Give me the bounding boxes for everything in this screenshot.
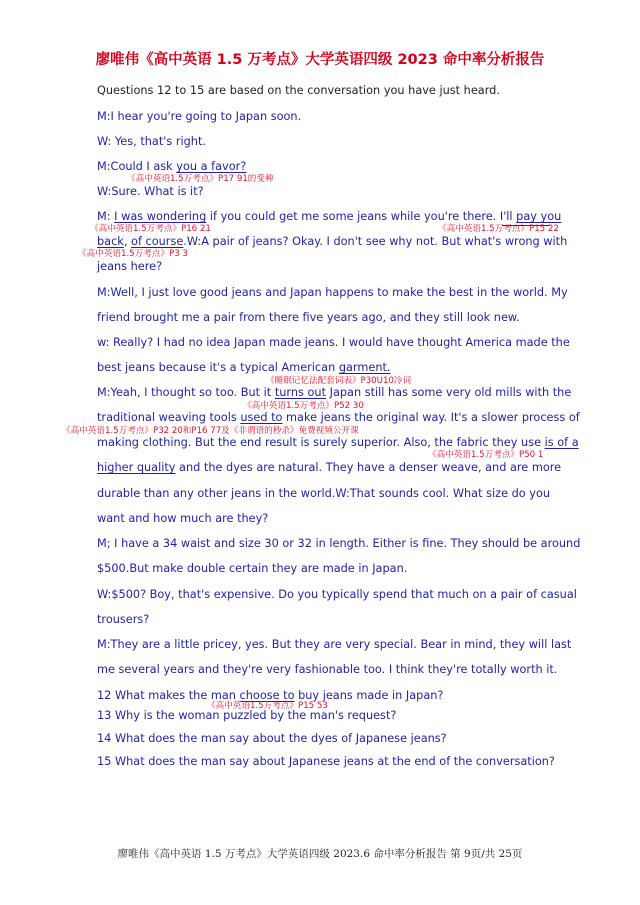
underlined-phrase: used to	[240, 411, 283, 424]
dialogue-line: M: I was wondering if you could get me some jeans while you're there. I'll pay you	[97, 210, 562, 223]
underlined-phrase: choose to	[239, 689, 295, 702]
dialogue-line: making clothing. But the end result is surely superior. Also, the fabric they use is of a	[97, 436, 579, 449]
dialogue-line: M:Could I ask you a favor?	[97, 160, 247, 173]
question-12: 12 What makes the man choose to buy jeans made in Japan?	[97, 689, 444, 702]
question-15: 15 What does the man say about Japanese jeans at the end of the conversation?	[97, 755, 555, 768]
dialogue-line: trousers?	[97, 613, 150, 626]
dialogue-line: M:They are a little pricey, yes. But they are very special. Bear in mind, they will last	[97, 638, 572, 651]
annotation-note: 《高中英语1.5万考点》P17 91的变种	[127, 174, 274, 184]
dialogue-line: durable than any other jeans in the world.W:That sounds cool. What size do you	[97, 487, 551, 500]
underlined-phrase: back	[97, 235, 124, 248]
intro-line: Questions 12 to 15 are based on the conversation you have just heard.	[97, 84, 500, 97]
dialogue-line: M:I hear you're going to Japan soon.	[97, 110, 302, 123]
question-14: 14 What does the man say about the dyes of Japanese jeans?	[97, 732, 447, 745]
dialogue-line: M:Yeah, I thought so too. But it turns out Japan still has some very old mills with the	[97, 386, 572, 399]
page-footer: 廖唯伟《高中英语 1.5 万考点》大学英语四级 2023.6 命中率分析报告 第 9页/共 25页	[117, 848, 523, 860]
annotation-note: 《高中英语1.5万考点》P32 20和P16 77及《非谓语的秒杀》免费视频公开课	[62, 426, 359, 436]
underlined-phrase: is of a	[544, 436, 579, 449]
annotation-note: 《高中英语1.5万考点》P50 1	[428, 450, 544, 460]
dialogue-line: friend brought me a pair from there five years ago, and they still look new.	[97, 311, 520, 324]
underlined-phrase: turns out	[274, 386, 327, 399]
annotation-note: 《睡眠记忆法配套词表》P30U10冷词	[266, 376, 412, 386]
dialogue-line: W:Sure. What is it?	[97, 185, 204, 198]
dialogue-line: M:Well, I just love good jeans and Japan happens to make the best in the world. My	[97, 286, 568, 299]
annotation-note: 《高中英语1.5万考点》P15 22	[438, 224, 559, 234]
dialogue-line: back, of course.W:A pair of jeans? Okay. I don't see why not. But what's wrong with	[97, 235, 568, 248]
underlined-phrase: I was wondering	[114, 210, 207, 223]
page-title: 廖唯伟《高中英语 1.5 万考点》大学英语四级 2023 命中率分析报告	[95, 52, 545, 68]
dialogue-line: W: Yes, that's right.	[97, 135, 206, 148]
dialogue-line: W:$500? Boy, that's expensive. Do you typically spend that much on a pair of casual	[97, 588, 577, 601]
dialogue-line: w: Really? I had no idea Japan made jeans. I would have thought America made the	[97, 336, 570, 349]
underlined-phrase: pay you	[516, 210, 562, 223]
annotation-note: 《高中英语1.5万考点》P52 30	[243, 401, 364, 411]
annotation-note: 《高中英语1.5万考点》P3 3	[78, 249, 188, 259]
dialogue-line: M; I have a 34 waist and size 30 or 32 in length. Either is fine. They should be around	[97, 537, 581, 550]
annotation-note: 《高中英语1.5万考点》P16 21	[90, 224, 211, 234]
underlined-phrase: of course	[131, 235, 184, 248]
underlined-phrase: garment.	[338, 361, 391, 374]
underlined-phrase: higher quality	[97, 461, 176, 474]
dialogue-line: me several years and they're very fashionable too. I think they're totally worth it.	[97, 663, 558, 676]
dialogue-line: $500.But make double certain they are made in Japan.	[97, 562, 408, 575]
dialogue-line: traditional weaving tools used to make jeans the original way. It's a slower process of	[97, 411, 580, 424]
dialogue-line: jeans here?	[97, 260, 163, 273]
question-13: 13 Why is the woman puzzled by the man's request?	[97, 709, 397, 722]
underlined-phrase: you a favor?	[176, 160, 247, 173]
dialogue-line: want and how much are they?	[97, 512, 269, 525]
dialogue-line: higher quality and the dyes are natural. They have a denser weave, and are more	[97, 461, 562, 474]
annotation-note: 《高中英语1.5万考点》P15 53	[207, 701, 328, 711]
dialogue-line: best jeans because it's a typical American garment.	[97, 361, 391, 374]
